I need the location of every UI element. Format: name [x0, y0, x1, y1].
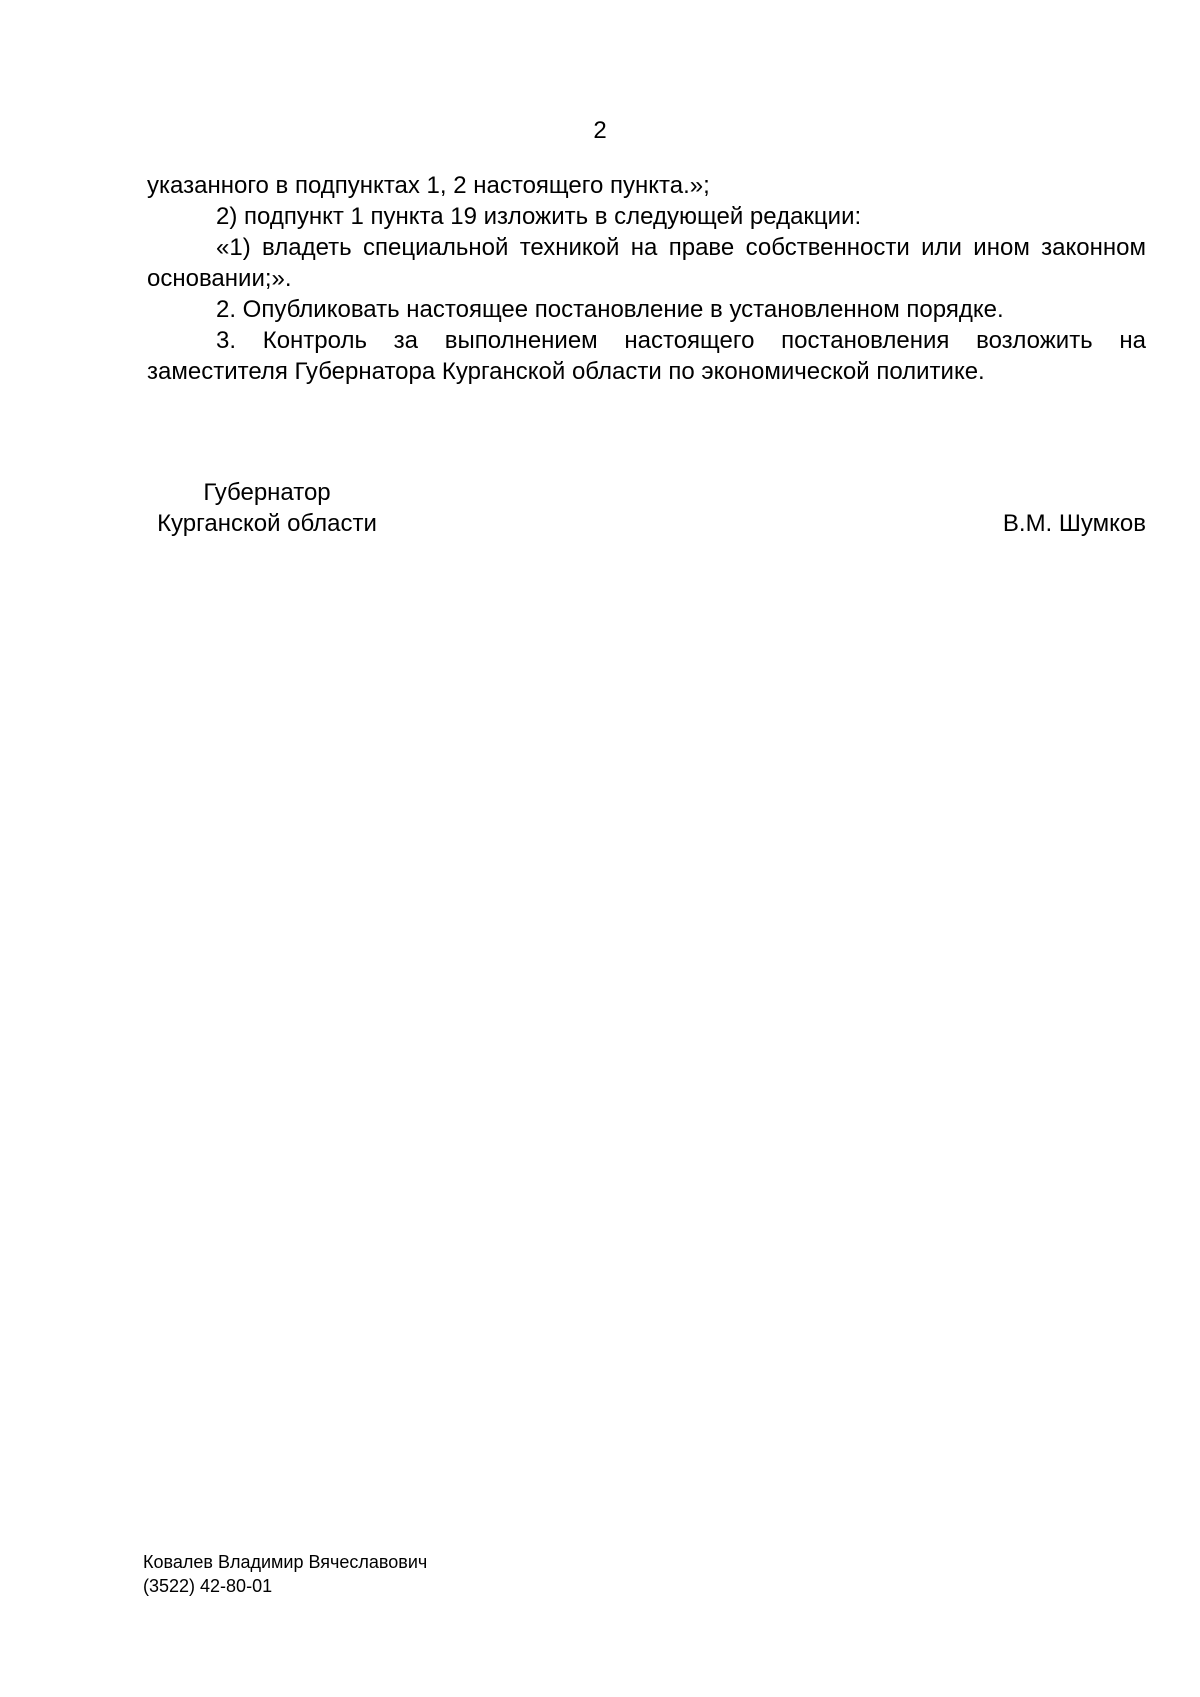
paragraph: «1) владеть специальной техникой на праве собственности или ином законном основании;». [147, 234, 1146, 292]
paragraph: указанного в подпунктах 1, 2 настоящего пункта.»; [147, 172, 710, 199]
signatory-position [147, 477, 387, 539]
paragraph: 2) подпункт 1 пункта 19 изложить в следующей редакции: [216, 203, 862, 230]
page-number: 2 [593, 117, 607, 144]
document-body [147, 170, 1146, 387]
paragraph: 3. Контроль за выполнением настоящего постановления возложить на заместителя Губернатора Курганской области по экономической политике. [147, 327, 1146, 385]
signatory-name: В.М. Шумков [1002, 510, 1146, 537]
executor-phone: (3522) 42-80-01 [143, 1576, 273, 1596]
signatory-position-line1: Губернатор [203, 479, 331, 506]
executor-name: Ковалев Владимир Вячеславович [143, 1552, 428, 1572]
signatory-position-line2: Курганской области [157, 510, 377, 537]
executor-info [143, 1550, 427, 1598]
paragraph: 2. Опубликовать настоящее постановление в установленном порядке. [216, 296, 1004, 323]
